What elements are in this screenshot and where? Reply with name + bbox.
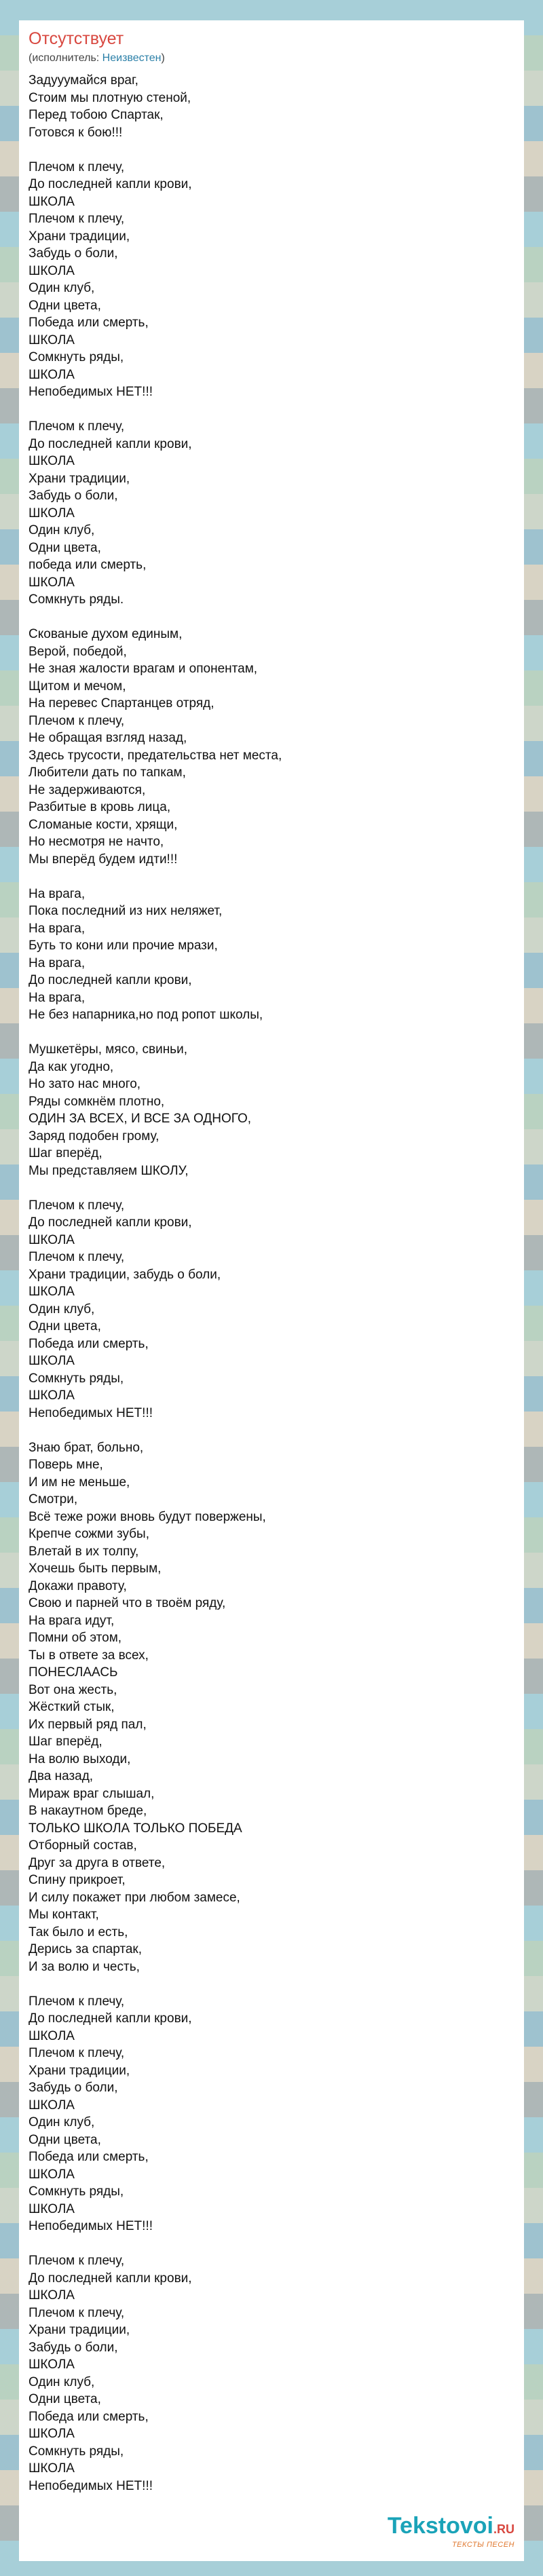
lyric-line: Одни цвета,	[29, 2132, 101, 2147]
lyric-line: Сомкнуть ряды.	[29, 592, 124, 607]
lyric-line: Один клуб,	[29, 2374, 95, 2389]
lyric-line: ШКОЛА	[29, 2357, 75, 2372]
lyric-line: И им не меньше,	[29, 1475, 130, 1490]
lyric-line: Их первый ряд пал,	[29, 1717, 147, 1732]
lyric-line: До последней капли крови,	[29, 2011, 192, 2026]
lyric-line: ШКОЛА	[29, 2461, 75, 2476]
lyric-line: И за волю и честь,	[29, 1959, 140, 1974]
lyric-line: Плечом к плечу,	[29, 419, 125, 434]
lyric-line: Помни об этом,	[29, 1631, 122, 1645]
lyrics-text	[29, 72, 516, 2495]
lyric-line: Мушкетёры, мясо, свиньи,	[29, 1042, 187, 1057]
lyric-line: Задууумайся враг,	[29, 73, 138, 88]
logo-name: Tekstovoi	[387, 2513, 493, 2539]
lyric-line: Мы контакт,	[29, 1908, 99, 1922]
lyric-line: Один клуб,	[29, 1302, 95, 1317]
lyric-line: Отборный состав,	[29, 1838, 137, 1853]
lyric-line: ШКОЛА	[29, 1354, 75, 1368]
lyric-line: Мы вперёд будем идти!!!	[29, 852, 178, 867]
logo-tagline: ТЕКСТЫ ПЕСЕН	[451, 2541, 514, 2549]
song-title: Отсутствует	[29, 29, 124, 48]
lyric-line: Одни цвета,	[29, 298, 101, 313]
lyric-line: Готовся к бою!!!	[29, 125, 123, 140]
logo-tld: .RU	[493, 2522, 514, 2536]
lyric-line: Храни традиции,	[29, 2063, 130, 2078]
lyric-line: Всё теже рожи вновь будут повержены,	[29, 1509, 266, 1524]
lyric-line: Стоим мы плотную стеной,	[29, 90, 191, 105]
lyric-line: Спину прикроет,	[29, 1873, 126, 1887]
lyric-line: ШКОЛА	[29, 194, 75, 209]
lyric-line: Любители дать по тапкам,	[29, 765, 186, 780]
lyric-line: Скованые духом единым,	[29, 627, 183, 641]
lyric-line: Один клуб,	[29, 2115, 95, 2129]
lyric-line: Победа или смерть,	[29, 2150, 149, 2164]
lyric-line: Непобедимых НЕТ!!!	[29, 385, 153, 399]
lyric-line: Смотри,	[29, 1492, 78, 1507]
lyric-line: Поверь мне,	[29, 1458, 103, 1472]
lyric-line: Непобедимых НЕТ!!!	[29, 1405, 153, 1420]
lyric-line: Мираж враг слышал,	[29, 1786, 155, 1801]
lyric-line: Плечом к плечу,	[29, 159, 125, 174]
lyric-line: На врага,	[29, 886, 86, 901]
lyric-line: ПОНЕСЛААСЬ	[29, 1665, 118, 1680]
lyric-line: До последней капли крови,	[29, 177, 192, 191]
lyric-line: Жёсткий стык,	[29, 1700, 115, 1714]
lyric-line: Не зная жалости врагам и опонентам,	[29, 662, 258, 676]
lyric-line: Непобедимых НЕТ!!!	[29, 2478, 153, 2493]
lyrics-panel	[19, 20, 524, 2561]
lyric-line: В накаутном бреде,	[29, 1804, 147, 1818]
lyric-line: Знаю брат, больно,	[29, 1440, 144, 1455]
lyric-line: Забудь о боли,	[29, 2081, 118, 2095]
lyric-line: Храни традиции,	[29, 471, 130, 486]
lyric-line: Шаг вперёд,	[29, 1735, 102, 1749]
lyric-line: ШКОЛА	[29, 1388, 75, 1403]
lyric-line: Одни цвета,	[29, 2392, 101, 2406]
lyric-line: Не без напарника,но под ропот школы,	[29, 1008, 263, 1022]
lyric-line: На врага,	[29, 955, 86, 970]
lyric-line: До последней капли крови,	[29, 2271, 192, 2286]
lyric-line: Сомкнуть ряды,	[29, 2444, 124, 2459]
lyric-line: Два назад,	[29, 1769, 94, 1783]
lyric-line: Храни традиции, забудь о боли,	[29, 1267, 221, 1282]
stanza	[29, 1993, 516, 2235]
lyric-line: Забудь о боли,	[29, 489, 118, 503]
stanza	[29, 626, 516, 868]
lyric-line: Друг за друга в ответе,	[29, 1855, 166, 1870]
stanza	[29, 72, 516, 141]
lyric-line: Сомкнуть ряды,	[29, 2184, 124, 2199]
stanza	[29, 886, 516, 1024]
lyric-line: Плечом к плечу,	[29, 212, 125, 226]
lyric-line: Плечом к плечу,	[29, 1198, 125, 1213]
lyric-line: Не обращая взгляд назад,	[29, 731, 187, 745]
lyric-line: И силу покажет при любом замесе,	[29, 1890, 240, 1905]
lyric-line: Мы представляем ШКОЛУ,	[29, 1163, 189, 1178]
lyric-line: ШКОЛА	[29, 2098, 75, 2113]
lyric-line: Вот она жесть,	[29, 1682, 117, 1697]
stanza	[29, 159, 516, 401]
lyric-line: ШКОЛА	[29, 2427, 75, 2441]
stanza	[29, 418, 516, 609]
lyric-line: Победа или смерть,	[29, 316, 149, 330]
stanza	[29, 1439, 516, 1976]
lyric-line: Плечом к плечу,	[29, 2305, 125, 2320]
artist-credit	[29, 52, 516, 65]
lyric-line: ШКОЛА	[29, 1285, 75, 1299]
lyric-line: Хочешь быть первым,	[29, 1561, 162, 1576]
lyric-line: Верой, победой,	[29, 644, 127, 659]
artist-link[interactable]: Неизвестен	[102, 52, 162, 64]
lyric-line: ШКОЛА	[29, 333, 75, 347]
lyric-line: Шаг вперёд,	[29, 1146, 102, 1160]
lyric-line: Да как угодно,	[29, 1059, 114, 1074]
lyric-line: Крепче сожми зубы,	[29, 1527, 149, 1541]
lyric-line: Сомкнуть ряды,	[29, 350, 124, 364]
lyric-line: Храни традиции,	[29, 229, 130, 244]
lyric-line: Плечом к плечу,	[29, 2254, 125, 2268]
lyric-line: ТОЛЬКО ШКОЛА ТОЛЬКО ПОБЕДА	[29, 1821, 242, 1836]
lyric-line: Одни цвета,	[29, 540, 101, 555]
lyric-line: Но несмотря не начто,	[29, 835, 164, 849]
lyric-line: Так было и есть,	[29, 1925, 128, 1939]
lyric-line: Свою и парней что в твоём ряду,	[29, 1596, 226, 1610]
credit-prefix: (исполнитель:	[29, 52, 102, 64]
lyric-line: На волю выходи,	[29, 1751, 131, 1766]
stanza	[29, 1041, 516, 1179]
lyric-line: Плечом к плечу,	[29, 1994, 125, 2009]
site-logo[interactable]	[388, 2514, 514, 2549]
lyric-line: Заряд подобен грому,	[29, 1129, 160, 1143]
lyric-line: На врага,	[29, 990, 86, 1005]
stanza	[29, 1197, 516, 1422]
lyric-line: До последней капли крови,	[29, 973, 192, 987]
lyric-line: Победа или смерть,	[29, 2409, 149, 2424]
lyric-line: Ряды сомкнём плотно,	[29, 1094, 165, 1109]
lyric-line: Плечом к плечу,	[29, 713, 125, 728]
lyric-line: ШКОЛА	[29, 263, 75, 278]
lyric-line: ШКОЛА	[29, 2028, 75, 2043]
lyric-line: До последней капли крови,	[29, 436, 192, 451]
lyric-line: ШКОЛА	[29, 506, 75, 520]
lyric-line: Забудь о боли,	[29, 246, 118, 261]
lyric-line: На перевес Спартанцев отряд,	[29, 696, 214, 711]
lyric-line: Буть то кони или прочие мрази,	[29, 939, 218, 953]
lyric-line: Влетай в их толпу,	[29, 1544, 139, 1559]
lyric-line: На врага,	[29, 921, 86, 936]
lyric-line: Но зато нас много,	[29, 1077, 141, 1091]
lyric-line: Победа или смерть,	[29, 1336, 149, 1351]
lyric-line: До последней капли крови,	[29, 1215, 192, 1230]
lyric-line: Забудь о боли,	[29, 2340, 118, 2355]
logo-wordmark	[388, 2514, 514, 2541]
lyric-line: Сомкнуть ряды,	[29, 1371, 124, 1386]
lyric-line: ОДИН ЗА ВСЕХ, И ВСЕ ЗА ОДНОГО,	[29, 1112, 252, 1126]
lyric-line: Одни цвета,	[29, 1319, 101, 1333]
lyric-line: Плечом к плечу,	[29, 1250, 125, 1264]
lyric-line: Ты в ответе за всех,	[29, 1648, 149, 1663]
lyric-line: ШКОЛА	[29, 2201, 75, 2216]
lyric-line: Перед тобою Спартак,	[29, 108, 164, 122]
lyric-line: Один клуб,	[29, 281, 95, 295]
lyric-line: ШКОЛА	[29, 575, 75, 590]
lyric-line: Щитом и мечом,	[29, 679, 126, 694]
lyric-line: Разбитые в кровь лица,	[29, 800, 171, 814]
lyric-line: Плечом к плечу,	[29, 2046, 125, 2060]
lyric-line: Один клуб,	[29, 523, 95, 537]
lyric-line: Непобедимых НЕТ!!!	[29, 2219, 153, 2233]
lyric-line: ШКОЛА	[29, 367, 75, 382]
lyric-line: ШКОЛА	[29, 1232, 75, 1247]
lyric-line: На врага идут,	[29, 1613, 115, 1628]
lyric-line: Здесь трусости, предательства нет места,	[29, 748, 282, 763]
lyric-line: Сломаные кости, хрящи,	[29, 817, 178, 832]
lyric-line: Не задерживаются,	[29, 782, 146, 797]
lyric-line: ШКОЛА	[29, 2288, 75, 2303]
stanza	[29, 2252, 516, 2495]
lyric-line: победа или смерть,	[29, 558, 147, 572]
lyric-line: ШКОЛА	[29, 2167, 75, 2182]
lyric-line: ШКОЛА	[29, 454, 75, 468]
lyric-line: Пока последний из них неляжет,	[29, 904, 223, 918]
lyric-line: Докажи правоту,	[29, 1578, 127, 1593]
credit-suffix: )	[161, 52, 165, 64]
lyric-line: Храни традиции,	[29, 2323, 130, 2337]
lyric-line: Дерись за спартак,	[29, 1942, 143, 1956]
